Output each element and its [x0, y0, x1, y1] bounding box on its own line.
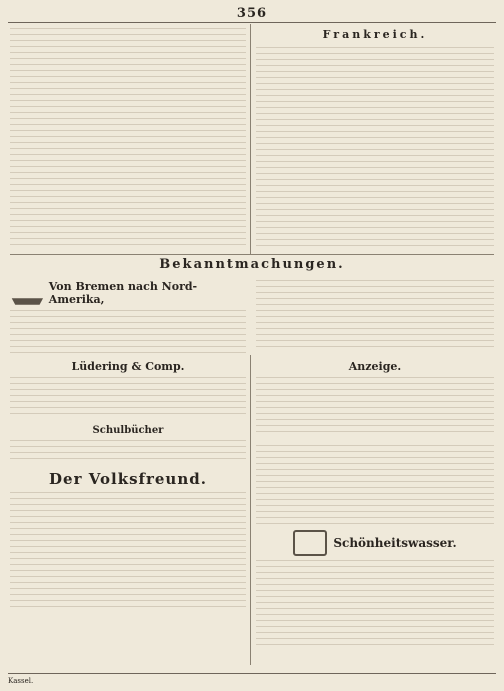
- right-notices-text-block: [256, 445, 494, 525]
- volksfreund-ad: [10, 470, 246, 610]
- ship-icon: [10, 280, 45, 306]
- anzeige-heading: Anzeige.: [348, 360, 402, 373]
- france-text-block: [256, 47, 494, 247]
- france-heading: Frankreich.: [322, 28, 428, 41]
- bremen-heading: Von Bremen nach Nord-Amerika,: [48, 280, 198, 306]
- right-news-column: [256, 28, 494, 250]
- page-number: 356: [236, 6, 268, 21]
- beauty-water-heading: Schönheitswasser.: [333, 536, 457, 550]
- footer-text: Kassel.: [8, 677, 34, 685]
- volksfreund-text-block: [10, 492, 246, 607]
- beauty-water-ad: [256, 530, 494, 645]
- luedering-ad: [10, 360, 246, 420]
- left-news-text-block: [10, 28, 246, 250]
- section-divider: [10, 254, 494, 255]
- column-separator-top: [250, 24, 251, 254]
- volksfreund-heading: Der Volksfreund.: [49, 470, 207, 488]
- luedering-text-block: [10, 377, 246, 417]
- top-rule: [8, 22, 496, 23]
- right-notice-text-block: [256, 280, 494, 352]
- school-books-ad: [10, 425, 246, 465]
- anzeige-block: [256, 360, 494, 440]
- stamp-icon: [293, 530, 327, 556]
- school-books-heading: Schulbücher: [92, 425, 164, 436]
- bremen-ad: [10, 280, 246, 355]
- anzeige-text-block: [256, 377, 494, 437]
- page-footer: [8, 673, 496, 685]
- column-separator-bottom: [250, 355, 251, 665]
- bremen-text-block: [10, 310, 246, 355]
- school-books-text-block: [10, 440, 246, 464]
- announcements-heading: Bekanntmachungen.: [159, 257, 345, 272]
- beauty-water-text-block: [256, 560, 494, 650]
- luedering-heading: Lüdering & Comp.: [71, 360, 185, 373]
